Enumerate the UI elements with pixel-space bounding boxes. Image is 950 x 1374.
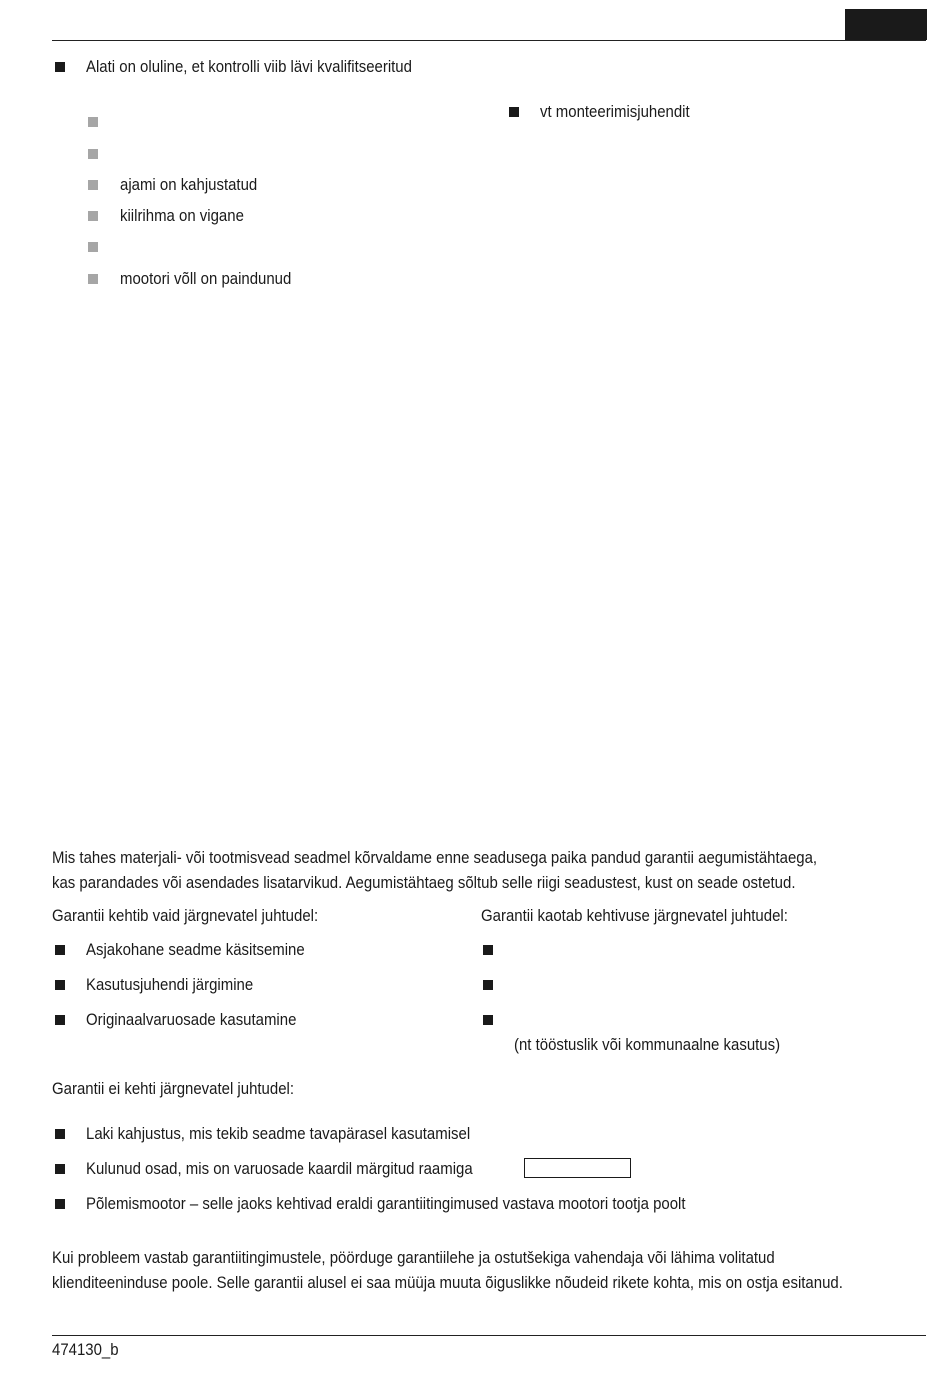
bullet-square-icon <box>483 945 493 955</box>
left-subitem: mootori võll on paindunud <box>120 269 292 288</box>
left-subitem: kiilrihma on vigane <box>120 206 244 225</box>
header-divider <box>52 40 926 41</box>
main-bullet-text: Alati on oluline, et kontrolli viib lävi kvalifitseeritud <box>86 57 412 76</box>
bullet-square-icon <box>55 945 65 955</box>
excluded-item: Kulunud osad, mis on varuosade kaardil märgitud raamiga <box>86 1159 473 1178</box>
valid-heading: Garantii kehtib vaid järgnevatel juhtudel: <box>52 906 319 925</box>
warranty-intro-line-2: kas parandades või asendades lisatarvikud. Aegumistähtaeg sõltub selle riigi seadustest, kust on seade ostetud. <box>52 873 796 892</box>
excluded-item: Põlemismootor – selle jaoks kehtivad eraldi garantiitingimused vastava mootori tootja poolt <box>86 1194 686 1213</box>
valid-item: Asjakohane seadme käsitsemine <box>86 940 305 959</box>
left-subitem: ajami on kahjustatud <box>120 175 258 194</box>
right-item-text: vt monteerimisjuhendit <box>540 102 690 121</box>
valid-item: Originaalvaruosade kasutamine <box>86 1010 297 1029</box>
gray-bullet-icon <box>88 242 98 252</box>
gray-bullet-icon <box>88 117 98 127</box>
gray-bullet-icon <box>88 180 98 190</box>
void-heading: Garantii kaotab kehtivuse järgnevatel juhtudel: <box>481 906 788 925</box>
excluded-heading: Garantii ei kehti järgnevatel juhtudel: <box>52 1079 294 1098</box>
closing-line-2: klienditeeninduse poole. Selle garantii alusel ei saa müüja muuta õiguslikke nõudeid rikete kohta, mis on ostja esitanud. <box>52 1273 843 1292</box>
footer-divider <box>52 1335 926 1336</box>
valid-item: Kasutusjuhendi järgimine <box>86 975 254 994</box>
bullet-square-icon <box>509 107 519 117</box>
void-note: (nt tööstuslik või kommunaalne kasutus) <box>514 1035 781 1054</box>
bullet-square-icon <box>55 980 65 990</box>
gray-bullet-icon <box>88 149 98 159</box>
closing-line-1: Kui probleem vastab garantiitingimustele, pöörduge garantiilehe ja ostutšekiga vahendaja või lähima volitatud <box>52 1248 775 1267</box>
header-black-tab <box>845 9 927 40</box>
gray-bullet-icon <box>88 274 98 284</box>
gray-bullet-icon <box>88 211 98 221</box>
bullet-square-icon <box>55 1015 65 1025</box>
document-code: 474130_b <box>52 1340 119 1359</box>
bullet-square-icon <box>55 1129 65 1139</box>
bullet-square-icon <box>55 1199 65 1209</box>
bullet-square-icon <box>55 1164 65 1174</box>
wear-part-frame-symbol <box>524 1158 631 1178</box>
bullet-square-icon <box>483 980 493 990</box>
bullet-square-icon <box>483 1015 493 1025</box>
bullet-square-icon <box>55 62 65 72</box>
warranty-intro-line-1: Mis tahes materjali- või tootmisvead seadmel kõrvaldame enne seadusega paika pandud garantii aegumistähtaega, <box>52 848 818 867</box>
excluded-item: Laki kahjustus, mis tekib seadme tavapärasel kasutamisel <box>86 1124 471 1143</box>
